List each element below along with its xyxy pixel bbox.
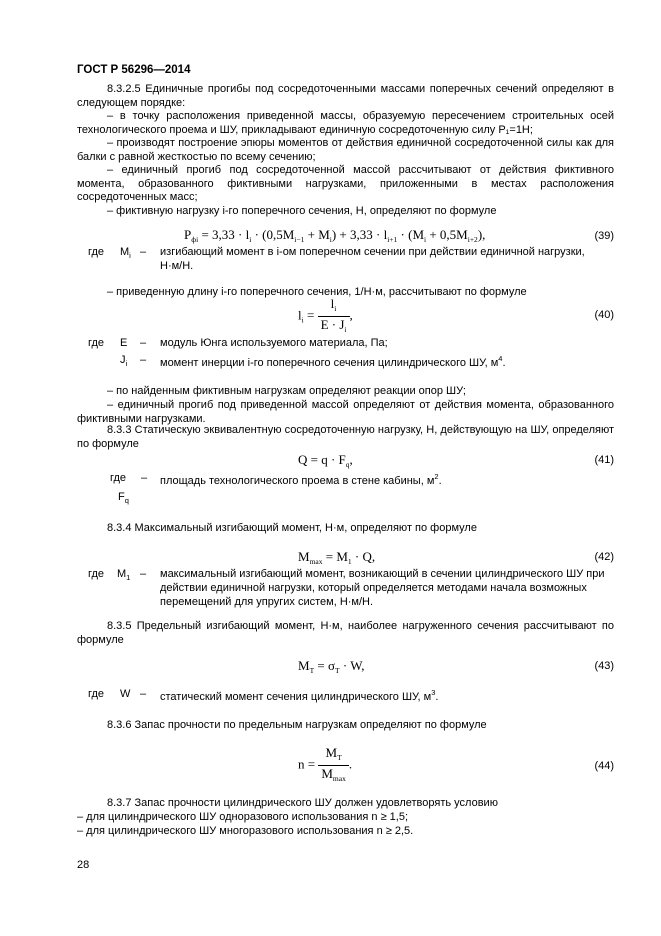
paragraph-8-3-4: 8.3.4 Максимальный изгибающий момент, Н·м, определяют по формуле <box>107 522 477 534</box>
paragraph-8-3-6: 8.3.6 Запас прочности по предельным нагрузкам определяют по формуле <box>107 719 487 731</box>
definition: статический момент сечения цилиндрического ШУ, $м^3$. <box>160 688 439 703</box>
dash: – <box>141 472 148 484</box>
formula-42: $M_{max} = M_1 \cdot Q$, <box>298 549 376 566</box>
paragraph-8-3-2-5: 8.3.2.5 Единичные прогибы под сосредоточенными массами поперечных сечений определяют в следующем порядке: <box>77 83 614 109</box>
list-item: – единичный прогиб под приведенной массой определяют от действия момента, образованного фиктивными нагрузками. <box>77 399 614 425</box>
definition: действии единичной нагрузки, который определяется методами начала возможных <box>160 582 587 594</box>
fraction: $\frac{l_i}{E \cdot J_i}$ <box>318 296 350 337</box>
where-label: где <box>88 568 105 580</box>
dash: – <box>140 246 147 258</box>
dash: – <box>140 688 147 700</box>
list-item: – приведенную длину i-го поперечного сечения, 1/Н·м, рассчитывают по формуле <box>107 286 527 298</box>
where-label: где <box>88 337 105 349</box>
dash: – <box>140 337 147 349</box>
formula-43: $M_T = \sigma_T \cdot W$, <box>298 658 365 675</box>
formula-number: (44) <box>594 760 614 772</box>
definition: перемещений для упругих систем, Н·м/Н. <box>160 596 374 608</box>
fraction: $\frac{M_T}{M_{max}}$ <box>318 745 348 786</box>
list-item: – по найденным фиктивным нагрузкам определяют реакции опор ШУ; <box>107 385 466 397</box>
symbol: $F_q$ <box>118 491 129 505</box>
paragraph-8-3-7: 8.3.7 Запас прочности цилиндрического ШУ должен удовлетворять условию <box>107 797 498 809</box>
where-label: где <box>88 246 105 258</box>
list-item: – производят построение эпюры моментов от действия единичной сосредоточенной силы как для балки с равной жесткостью по всему сечению; <box>77 137 614 163</box>
list-item: – для цилиндрического ШУ многоразового использования n ≥ 2,5. <box>77 825 414 837</box>
list-item: – единичный прогиб под сосредоточенной массой рассчитывают от действия фиктивного момента, образованного фиктивными нагрузками, приложенными в местах расположения сосредоточенных масс; <box>77 164 614 204</box>
formula-39: $P_{фi} = 3,33 \cdot l_i \cdot (0,5M_{i-1} + M_i) + 3,33 \cdot l_{i+1} \cdot (M_i + 0,5M_{i+2})$, <box>184 227 486 244</box>
dash: – <box>140 568 147 580</box>
formula-number: (41) <box>594 454 614 466</box>
definition: площадь технологического проема в стене кабины, $м^2$. <box>160 472 442 487</box>
list-item: – в точку расположения приведенной массы, образуемую пересечением строительных осей технологического проема и ШУ, прикладывают единичную сосредоточенную силу P₁=1H; <box>77 110 614 136</box>
definition: Н·м/Н. <box>160 260 194 272</box>
definition: модуль Юнга используемого материала, Па; <box>160 337 388 349</box>
list-item: – фиктивную нагрузку i-го поперечного сечения, H, определяют по формуле <box>107 205 497 217</box>
where-label: где <box>110 472 127 484</box>
formula-number: (39) <box>594 230 614 242</box>
definition: момент инерции i-го поперечного сечения цилиндрического ШУ, $м^4$. <box>160 354 506 369</box>
paragraph-8-3-3: 8.3.3 Статическую эквивалентную сосредоточенную нагрузку, H, действующую на ШУ, определяют по формуле <box>77 424 614 450</box>
formula-41: $Q = q \cdot F_q$, <box>298 452 353 469</box>
symbol: $M_i$ <box>120 246 131 260</box>
page-number: 28 <box>77 859 90 871</box>
symbol: W <box>120 688 131 700</box>
definition: максимальный изгибающий момент, возникающий в сечении цилиндрического ШУ при <box>160 568 605 580</box>
formula-number: (42) <box>594 551 614 563</box>
formula-40: $l_i$ = $\frac{l_i}{E \cdot J_i}$ , <box>298 296 353 337</box>
list-item: – для цилиндрического ШУ одноразового использования n ≥ 1,5; <box>77 811 409 823</box>
formula-number: (43) <box>594 660 614 672</box>
paragraph-8-3-5: 8.3.5 Предельный изгибающий момент, Н·м, наиболее нагруженного сечения рассчитывают по формуле <box>77 620 614 646</box>
document-header: ГОСТ Р 56296—2014 <box>77 64 191 76</box>
symbol: $J_i$ <box>120 354 128 368</box>
dash: – <box>140 354 147 366</box>
formula-44: n = $\frac{M_T}{M_{max}}$ . <box>298 745 352 786</box>
symbol: E <box>120 337 128 349</box>
where-label: где <box>88 688 105 700</box>
formula-number: (40) <box>594 309 614 321</box>
definition: изгибающий момент в i-ом поперечном сечении при действии единичной нагрузки, <box>160 246 585 258</box>
symbol: $M_1$ <box>117 568 131 582</box>
